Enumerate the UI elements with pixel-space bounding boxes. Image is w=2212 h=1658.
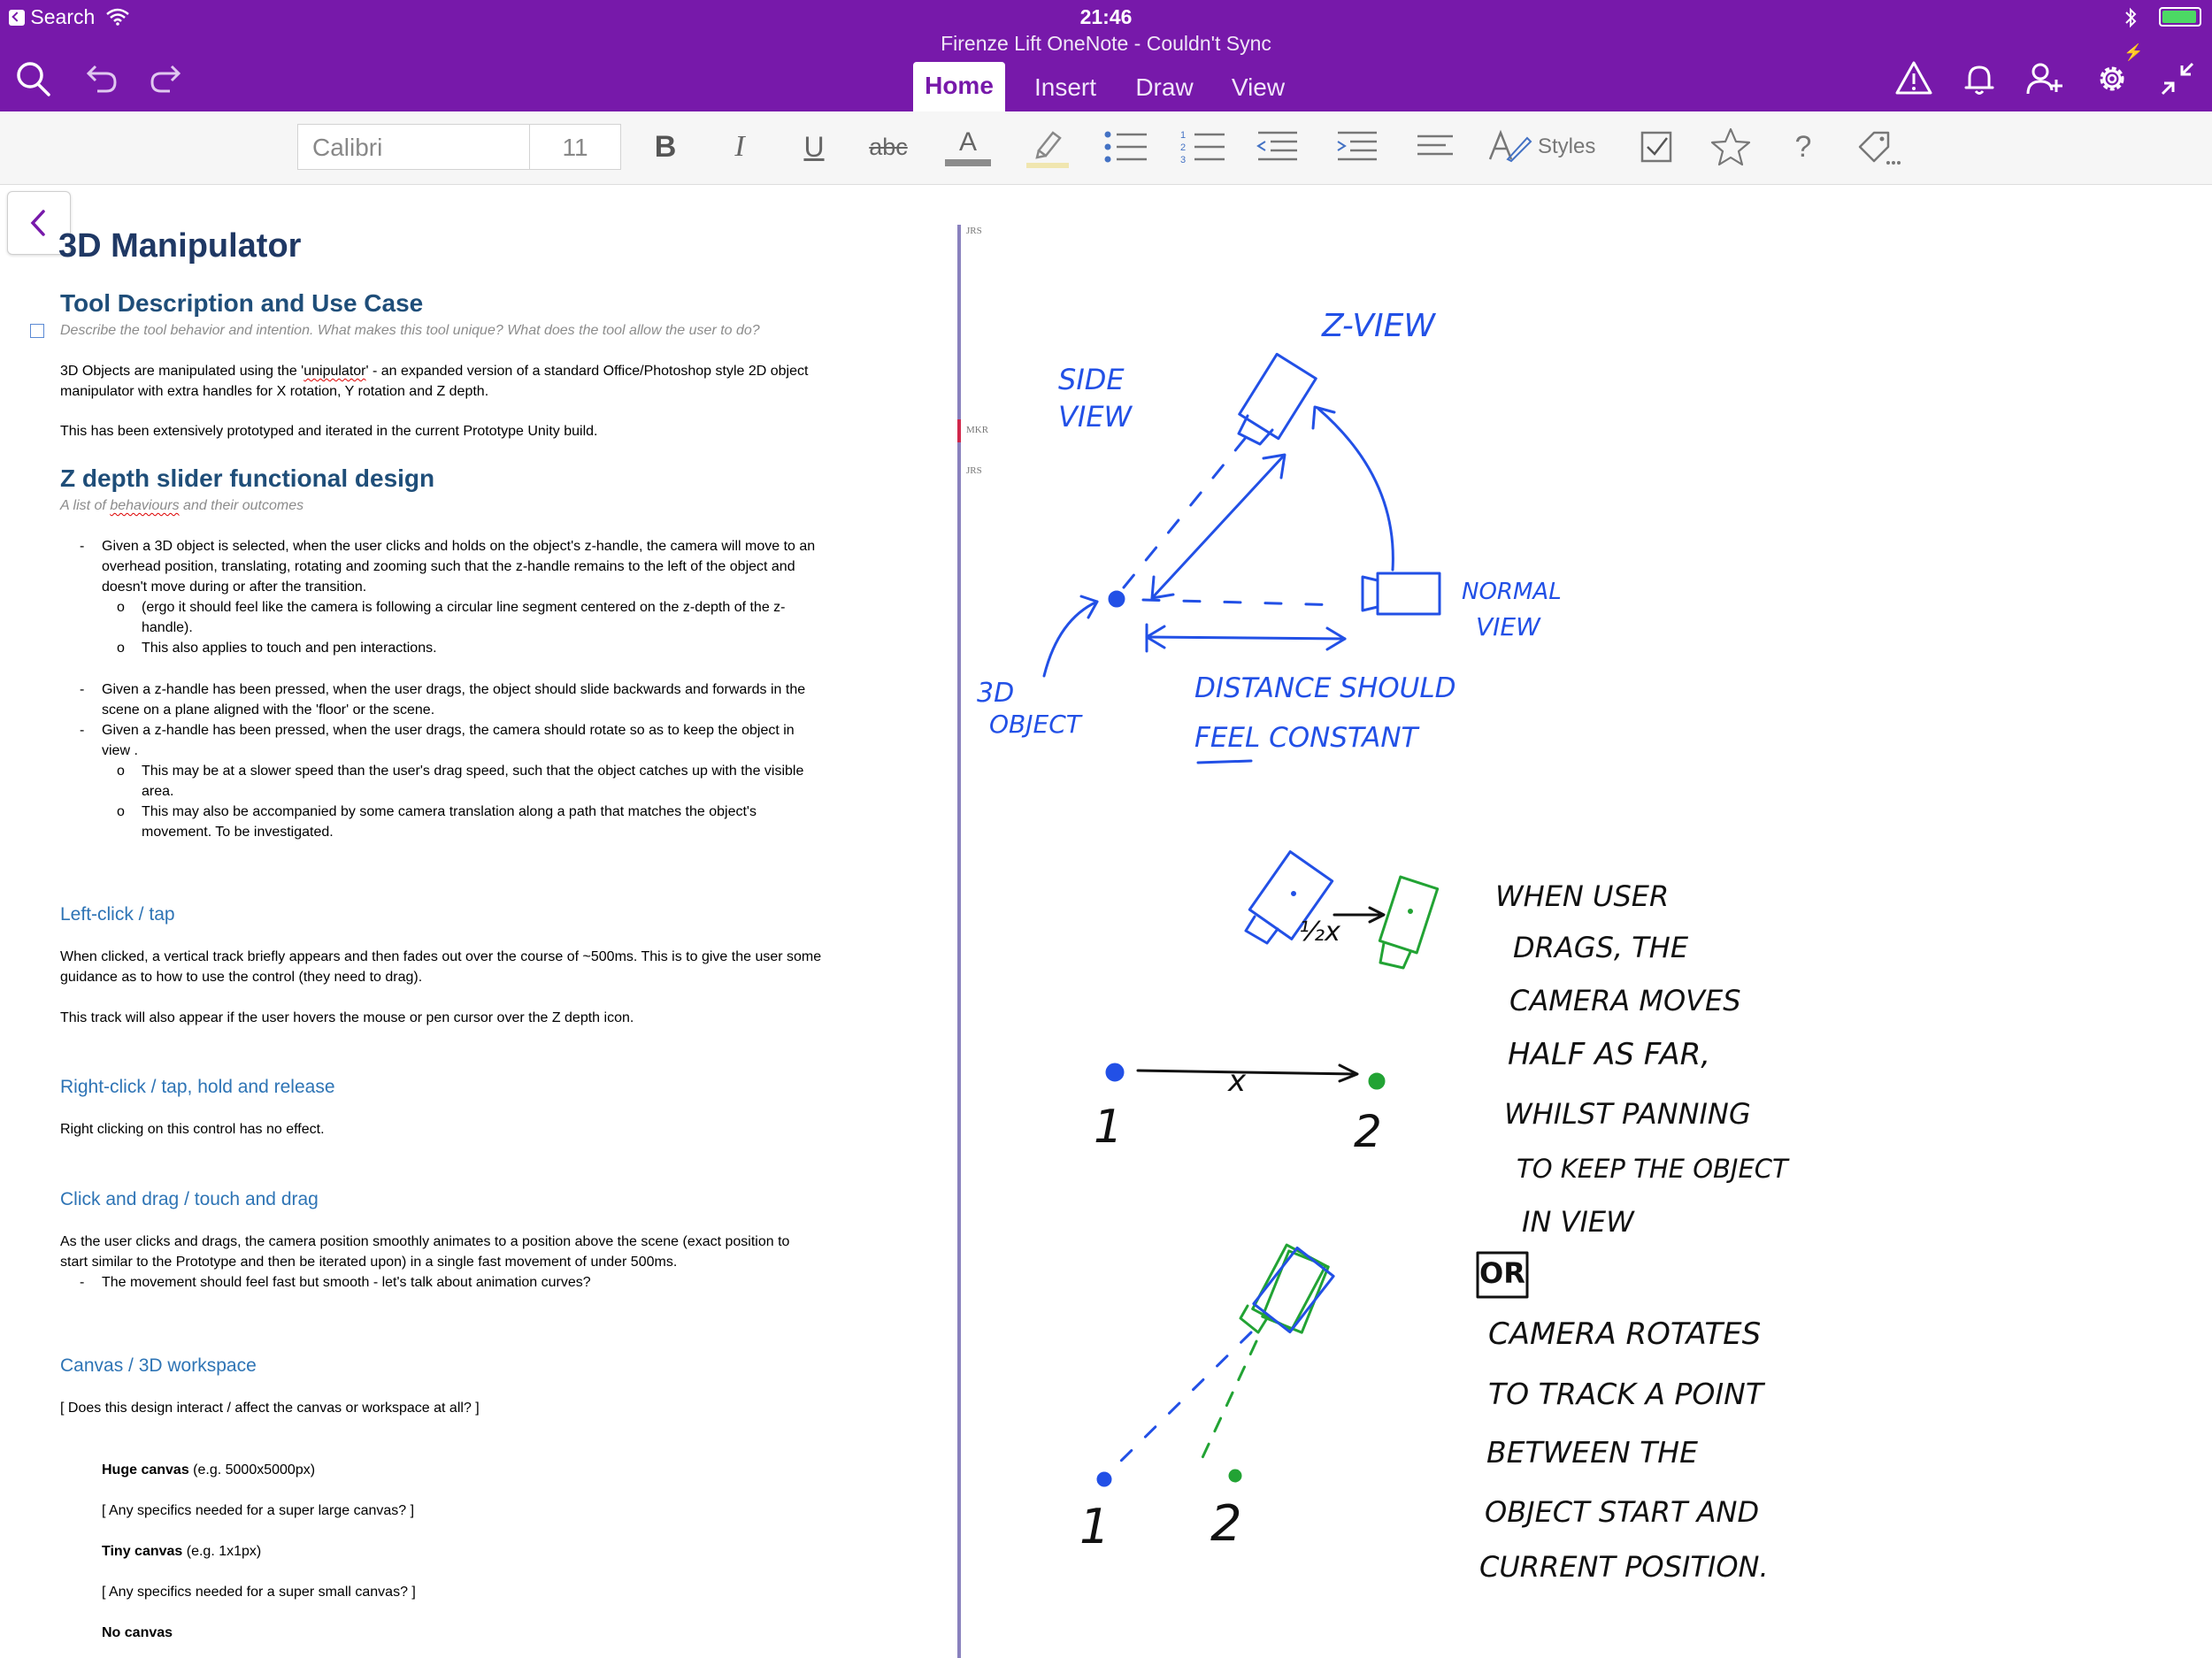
page-title[interactable]: 3D Manipulator <box>58 227 302 265</box>
author-marker-red <box>957 419 961 442</box>
star-icon <box>1706 124 1755 170</box>
notifications-button[interactable] <box>1955 55 2003 103</box>
font-color-label: A <box>958 127 977 157</box>
bullet-1-line3: doesn't move during or after the transition. <box>102 580 367 595</box>
heading-tool-description: Tool Description and Use Case <box>60 289 424 317</box>
bullets-icon <box>1101 124 1150 170</box>
italic-button[interactable]: I <box>734 130 745 163</box>
left-click-line3: This track will also appear if the user hovers the mouse or pen cursor over the Z depth icon. <box>60 1010 634 1025</box>
ink-label-3d: 3D <box>977 678 1015 709</box>
bullet-dash: - <box>80 539 85 554</box>
bell-icon <box>1955 55 2003 103</box>
bluetooth-icon <box>2124 7 2138 28</box>
status-right <box>2124 0 2212 61</box>
misspelled-word[interactable]: unipulator <box>303 364 366 379</box>
tiny-canvas-line <box>102 1541 261 1562</box>
collapse-icon <box>2154 55 2201 103</box>
svg-text:2: 2 <box>1180 142 1187 153</box>
bullet-1-line1: Given a 3D object is selected, when the user clicks and holds on the object's z-handle, the camera will move to an <box>102 539 816 554</box>
text-run: (e.g. 5000x5000px) <box>188 1462 316 1478</box>
highlight-button[interactable] <box>1023 124 1072 170</box>
bold-button[interactable]: B <box>654 129 677 164</box>
ink-note-2-line4: OBJECT START AND <box>1485 1495 1760 1529</box>
misspelled-word[interactable]: behaviours <box>110 498 180 513</box>
bullet-2-line2: scene on a plane aligned with the 'floor' or the scene. <box>102 702 435 718</box>
ribbon-toolbar <box>0 111 2212 185</box>
ink-note-1-line1: WHEN USER <box>1495 879 1670 913</box>
bullet-dash: - <box>80 723 85 738</box>
gear-icon <box>2088 55 2136 103</box>
align-left-icon <box>1410 124 1460 170</box>
ink-label-1: 1 <box>1094 1101 1124 1154</box>
ink-note-2-line1: CAMERA ROTATES <box>1488 1316 1762 1352</box>
tab-insert[interactable]: Insert <box>1033 73 1097 101</box>
prototype-paragraph: This has been extensively prototyped and iterated in the current Prototype Unity build. <box>60 424 598 439</box>
decrease-indent-button[interactable] <box>1251 124 1301 170</box>
drag-line2: start similar to the Prototype and then be iterated upon) in a single fast movement of under 500ms. <box>60 1255 678 1270</box>
numbered-list-icon <box>1179 124 1228 170</box>
heading-left-click: Left-click / tap <box>60 904 175 925</box>
author-tag: MKR <box>966 425 989 435</box>
author-tag: JRS <box>966 465 982 476</box>
ink-label-half-x: ½x <box>1299 917 1340 948</box>
ink-label-side: SIDE <box>1058 363 1125 396</box>
sub-bullet-circle: o <box>117 600 125 615</box>
tab-view[interactable]: View <box>1231 73 1286 101</box>
bullet-1-sub1-line2: handle). <box>142 620 193 635</box>
bulleted-list-button[interactable] <box>1101 124 1150 170</box>
tool-description-prompt: Describe the tool behavior and intention. What makes this tool unique? What does the tool allow the user to do? <box>60 323 760 338</box>
search-button[interactable] <box>9 55 57 103</box>
ink-note-1-line2: DRAGS, THE <box>1513 931 1689 964</box>
styles-button[interactable] <box>1486 124 1609 170</box>
author-tag: JRS <box>966 226 982 236</box>
app-header <box>0 0 2212 111</box>
checkbox-icon <box>1632 124 1681 170</box>
ink-label-2: 2 <box>1354 1106 1382 1157</box>
tab-home[interactable]: Home <box>913 62 1005 111</box>
drag-line1: As the user clicks and drags, the camera position smoothly animates to a position above the scene (exact position to <box>60 1234 790 1249</box>
question-tag-button[interactable]: ? <box>1794 129 1812 164</box>
ink-note-1-line6: TO KEEP THE OBJECT <box>1517 1154 1788 1184</box>
ink-label-normal: NORMAL <box>1462 579 1562 605</box>
tool-description-line2: manipulator with extra handles for X rotation, Y rotation and Z depth. <box>60 384 489 399</box>
tiny-canvas-question: [ Any specifics needed for a super small canvas? ] <box>102 1585 416 1600</box>
ink-label-or: OR <box>1479 1256 1525 1290</box>
ink-label-1b: 1 <box>1079 1499 1110 1554</box>
window-title: Firenze Lift OneNote - Couldn't Sync <box>941 32 1271 55</box>
status-time: 21:46 <box>1079 5 1133 28</box>
ink-note-1-line7: IN VIEW <box>1522 1205 1634 1239</box>
ink-label-z-view: Z-VIEW <box>1322 308 1435 344</box>
ink-note-1-line5: WHILST PANNING <box>1504 1097 1751 1131</box>
todo-checkbox[interactable] <box>30 324 44 338</box>
font-color-swatch <box>945 159 991 166</box>
ink-note-2-line3: BETWEEN THE <box>1486 1435 1698 1470</box>
heading-click-drag: Click and drag / touch and drag <box>60 1189 319 1209</box>
align-button[interactable] <box>1410 124 1460 170</box>
tab-draw[interactable]: Draw <box>1135 73 1194 101</box>
font-size-field[interactable]: 11 <box>529 124 621 170</box>
text-run: and their outcomes <box>179 498 304 513</box>
undo-button[interactable] <box>76 55 124 103</box>
redo-button[interactable] <box>143 55 191 103</box>
styles-icon <box>1486 124 1532 170</box>
ink-label-x: x <box>1228 1063 1247 1099</box>
no-canvas-label: No canvas <box>102 1625 173 1640</box>
z-depth-subtitle <box>60 495 303 516</box>
styles-label: Styles <box>1538 134 1596 158</box>
drag-bullet: The movement should feel fast but smooth - let's talk about animation curves? <box>102 1275 591 1290</box>
underline-button[interactable]: U <box>803 130 825 163</box>
more-tags-button[interactable] <box>1853 124 1902 170</box>
ink-note-1-line4: HALF AS FAR, <box>1508 1037 1711 1072</box>
ink-label-normal-view: VIEW <box>1476 612 1540 641</box>
numbered-list-button[interactable] <box>1179 124 1228 170</box>
collapse-button[interactable] <box>2154 55 2201 103</box>
undo-icon <box>76 55 124 103</box>
right-click-text: Right clicking on this control has no effect. <box>60 1122 325 1137</box>
outdent-icon <box>1251 124 1301 170</box>
huge-canvas-line <box>102 1460 315 1480</box>
settings-button[interactable] <box>2088 55 2136 103</box>
ink-label-distance: DISTANCE SHOULD <box>1194 672 1456 704</box>
text-run: ' - an expanded version of a standard Office/Photoshop style 2D object <box>365 364 809 379</box>
ink-note-2-line2: TO TRACK A POINT <box>1488 1377 1763 1411</box>
text-run: (e.g. 1x1px) <box>182 1544 262 1559</box>
camera-rotate-diagram-ink <box>1098 1245 1527 1485</box>
bullet-3-sub1-line2: area. <box>142 784 174 799</box>
sub-bullet-circle: o <box>117 641 125 656</box>
huge-canvas-label: Huge canvas <box>102 1462 189 1478</box>
left-click-line1: When clicked, a vertical track briefly appears and then fades out over the course of ~500ms. This is to give the user some <box>60 949 822 964</box>
search-icon <box>9 55 57 103</box>
share-button[interactable] <box>2021 55 2069 103</box>
text-run: A list of <box>60 498 111 513</box>
back-to-app-icon <box>9 10 25 26</box>
font-name-field[interactable]: Calibri <box>297 124 531 170</box>
left-click-line2: guidance as to how to use the control (they need to drag). <box>60 970 423 985</box>
bullet-1-sub1-line1: (ergo it should feel like the camera is following a circular line segment centered on the z-depth of the z- <box>142 600 786 615</box>
redo-icon <box>143 55 191 103</box>
text-run: 3D Objects are manipulated using the ' <box>60 364 304 379</box>
ink-label-feel-constant: FEEL CONSTANT <box>1194 722 1418 754</box>
wifi-icon <box>106 8 129 26</box>
tiny-canvas-label: Tiny canvas <box>102 1544 183 1559</box>
tool-description-paragraph <box>60 361 808 381</box>
camera-move-diagram-ink <box>1107 852 1438 1088</box>
todo-tag-button[interactable] <box>1632 124 1681 170</box>
bullet-3-line2: view . <box>102 743 138 758</box>
strikethrough-button[interactable]: abc <box>869 133 908 160</box>
heading-z-depth: Z depth slider functional design <box>60 464 435 492</box>
sub-bullet-circle: o <box>117 764 125 779</box>
highlighter-icon <box>1023 124 1072 170</box>
heading-right-click: Right-click / tap, hold and release <box>60 1077 335 1097</box>
bullet-3-sub2-line2: movement. To be investigated. <box>142 825 334 840</box>
charging-icon: ⚡ <box>2124 43 2144 61</box>
increase-indent-button[interactable] <box>1331 124 1380 170</box>
bullet-3-line1: Given a z-handle has been pressed, when the user drags, the camera should rotate so as to keep the object in <box>102 723 795 738</box>
ink-label-2b: 2 <box>1210 1495 1242 1553</box>
bullet-3-sub1-line1: This may be at a slower speed than the user's drag speed, such that the object catches up with the visible <box>142 764 804 779</box>
ink-note-1-line3: CAMERA MOVES <box>1509 984 1741 1017</box>
canvas-question: [ Does this design interact / affect the canvas or workspace at all? ] <box>60 1401 480 1416</box>
status-back-label: Search <box>30 5 96 28</box>
indent-icon <box>1331 124 1380 170</box>
sync-error-button[interactable] <box>1890 55 1938 103</box>
huge-canvas-question: [ Any specifics needed for a super large canvas? ] <box>102 1503 415 1518</box>
bullet-2-line1: Given a z-handle has been pressed, when the user drags, the object should slide backwards and forwards in the <box>102 682 806 697</box>
important-tag-button[interactable] <box>1706 124 1755 170</box>
bullet-1-line2: overhead position, translating, rotating and zooming such that the z-handle remains to the left of the object and <box>102 559 795 574</box>
font-color-button[interactable] <box>943 124 993 170</box>
ink-label-view: VIEW <box>1058 400 1133 434</box>
battery-icon <box>2159 7 2201 27</box>
tag-icon <box>1853 124 1902 170</box>
status-back[interactable] <box>9 0 129 34</box>
add-person-icon <box>2021 55 2069 103</box>
sub-bullet-circle: o <box>117 804 125 819</box>
svg-text:3: 3 <box>1180 155 1187 165</box>
bullet-dash: - <box>80 1275 85 1290</box>
svg-text:1: 1 <box>1180 130 1187 141</box>
ink-note-2-line5: CURRENT POSITION. <box>1479 1550 1769 1584</box>
bullet-1-sub2: This also applies to touch and pen interactions. <box>142 641 437 656</box>
bullet-dash: - <box>80 682 85 697</box>
warning-icon <box>1890 55 1938 103</box>
heading-canvas: Canvas / 3D workspace <box>60 1355 257 1376</box>
bullet-3-sub2-line1: This may also be accompanied by some camera translation along a path that matches the object's <box>142 804 757 819</box>
ink-label-object: OBJECT <box>989 710 1081 739</box>
